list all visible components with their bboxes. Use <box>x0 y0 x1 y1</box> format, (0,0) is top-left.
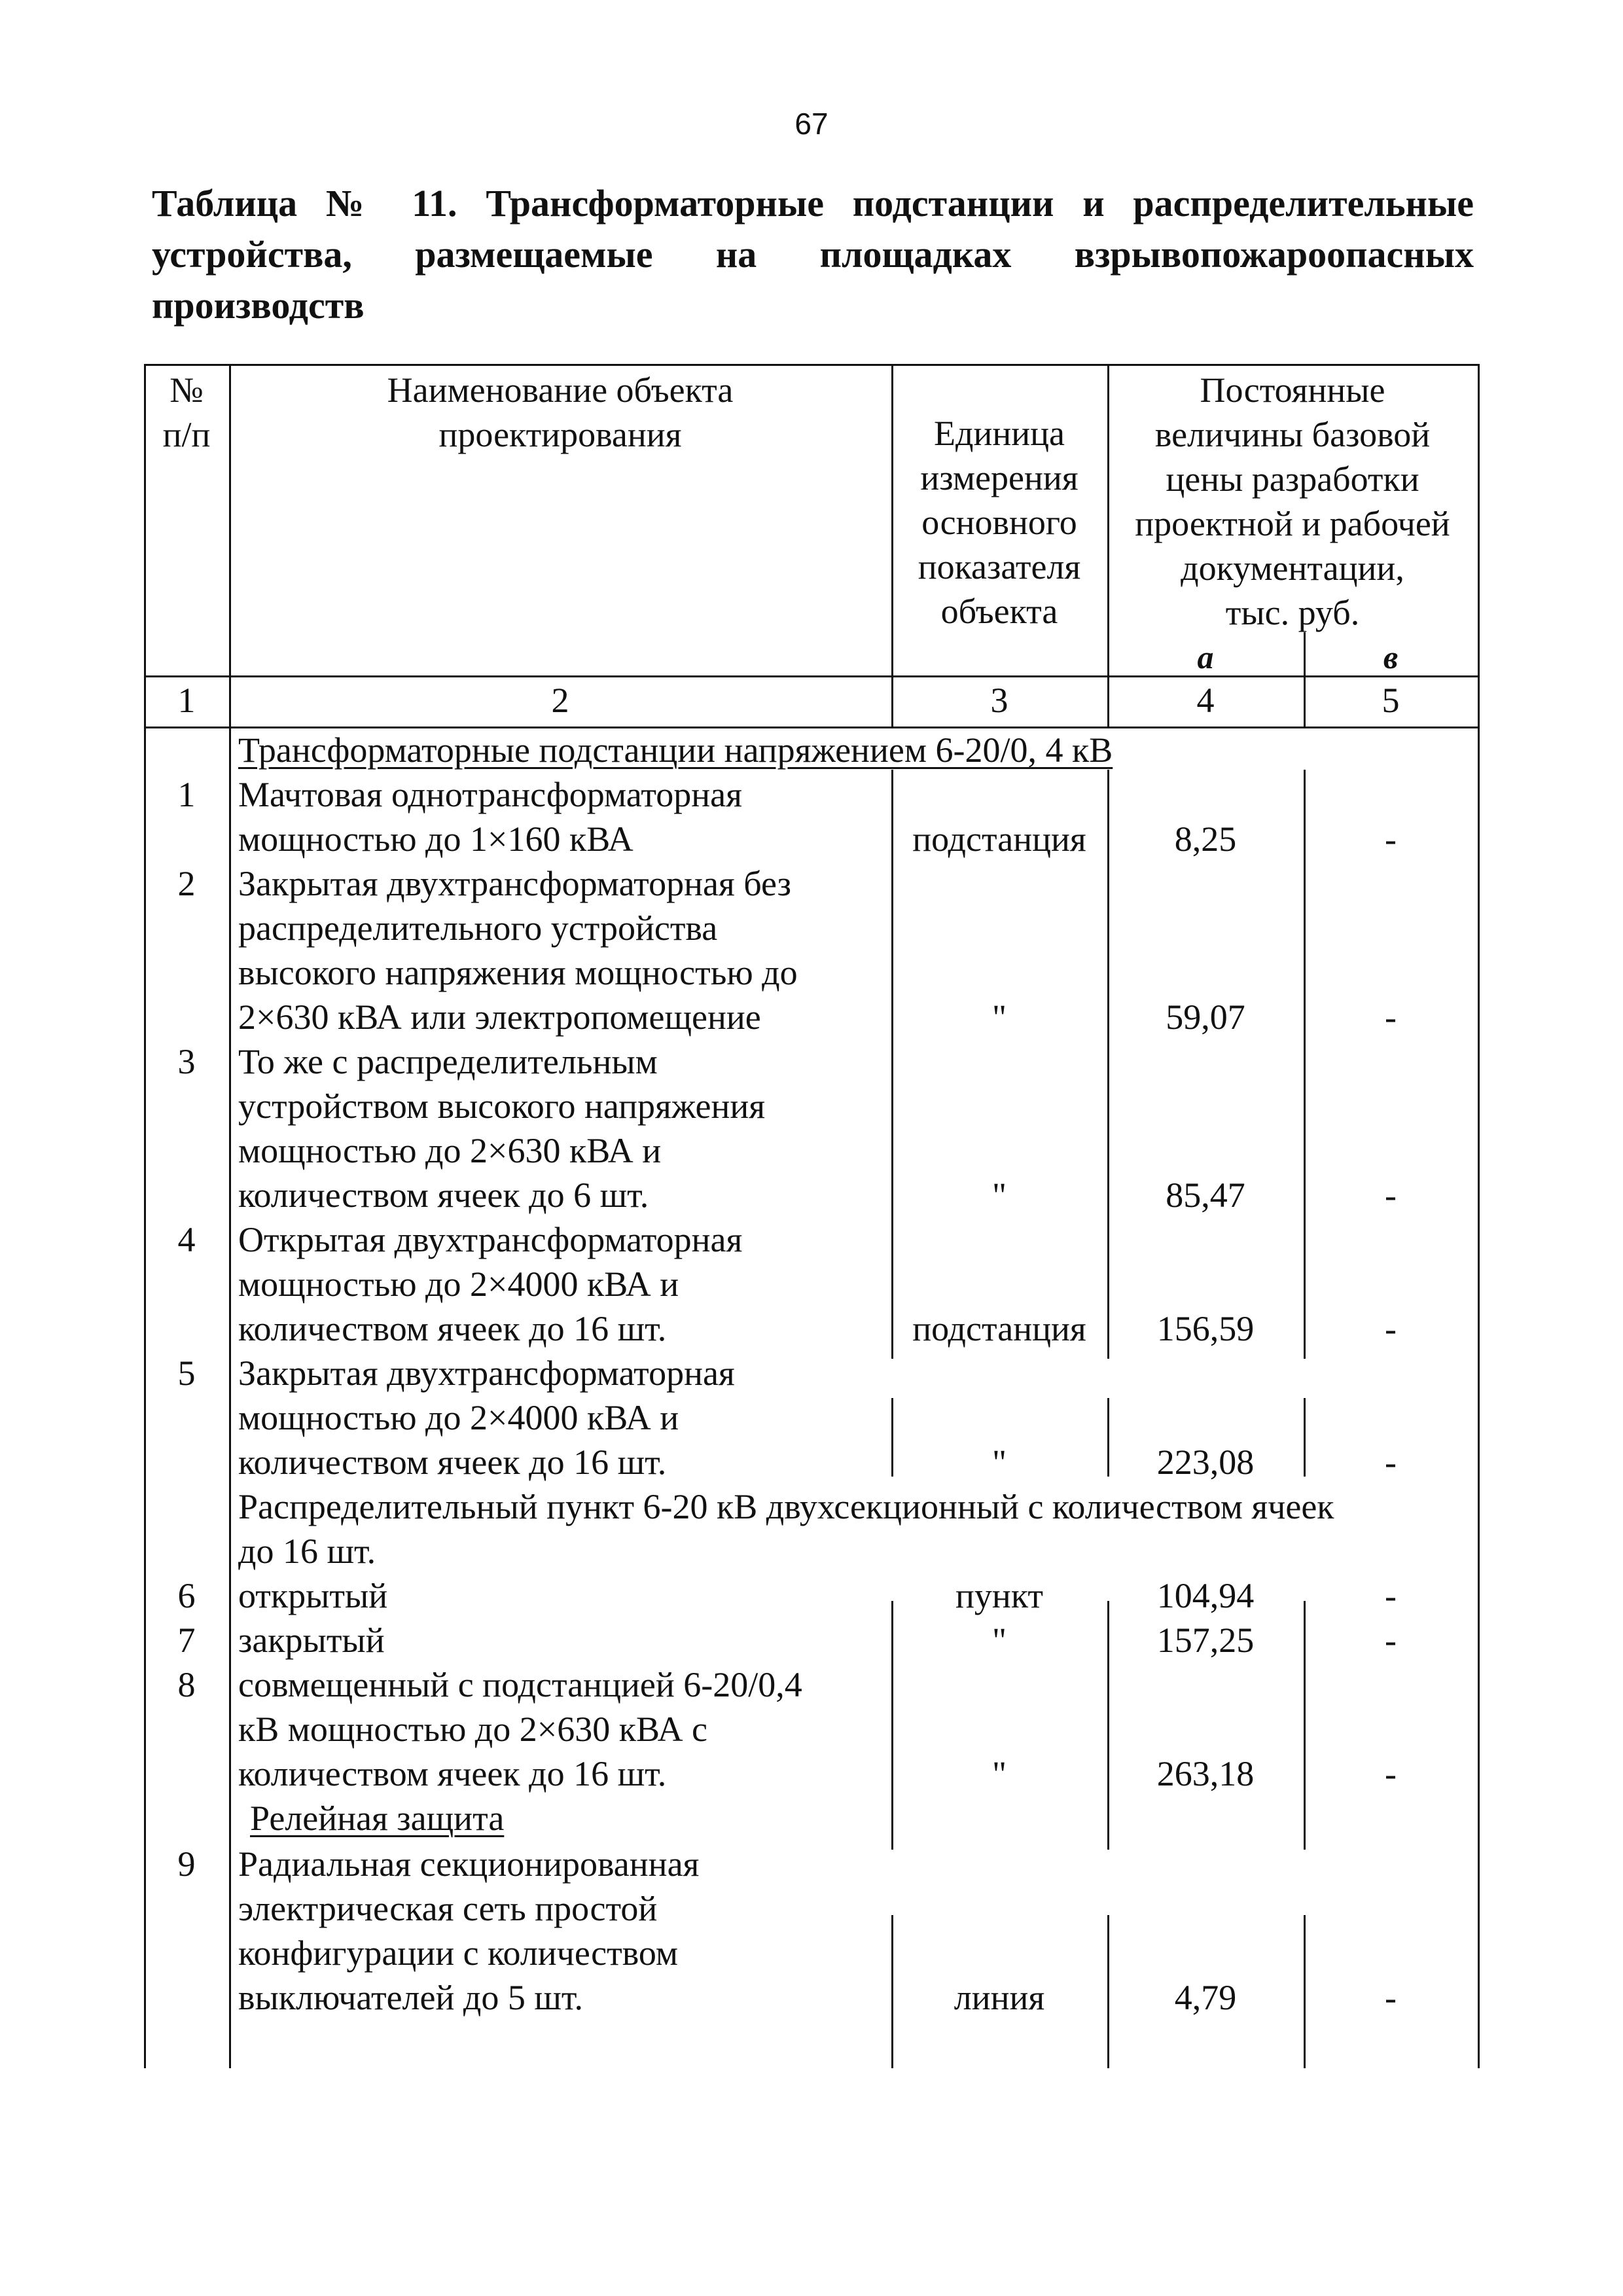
header-text: измерения <box>920 458 1079 497</box>
row-unit: " <box>991 1443 1007 1482</box>
row-value-a: 263,18 <box>1156 1754 1255 1793</box>
header-text: объекта <box>940 592 1058 631</box>
title-line: производств <box>152 284 365 327</box>
row-unit: подстанция <box>912 819 1086 859</box>
col-number-4: 4 <box>1196 681 1215 720</box>
row-value-b: - <box>1385 819 1397 859</box>
row-name <box>238 861 886 1039</box>
row-number: 5 <box>177 1354 196 1393</box>
header-unit <box>891 411 1107 634</box>
row-name-line: выключателей до 5 шт. <box>238 1978 583 2017</box>
section-heading <box>238 1484 1475 1573</box>
header-sub-a: а <box>1197 639 1214 675</box>
col-number-2: 2 <box>551 681 569 720</box>
header-text: Постоянные <box>1200 370 1385 410</box>
row-value-a: 4,79 <box>1174 1978 1237 2017</box>
row-name-line: мощностью до 2×630 кВА и <box>238 1131 662 1170</box>
col1-divider <box>229 364 231 2068</box>
header-text: № <box>169 370 204 410</box>
row-number: 2 <box>177 864 196 903</box>
row-number: 8 <box>177 1665 196 1704</box>
row-value-b: - <box>1385 1576 1397 1615</box>
body-divider <box>1304 1398 1306 1477</box>
table-top-border <box>144 364 1479 366</box>
row-name-line: мощностью до 1×160 кВА <box>238 819 633 859</box>
row-value-b: - <box>1385 1621 1397 1660</box>
left-border <box>144 364 146 2068</box>
header-sub-b: в <box>1383 639 1399 675</box>
section-heading-text: Распределительный пункт 6-20 кВ двухсекционный с количеством ячеек <box>238 1487 1334 1526</box>
section-heading-text: Релейная защита <box>250 1799 505 1838</box>
row-name <box>238 772 886 861</box>
row-value-b: - <box>1385 1175 1397 1215</box>
header-price <box>1107 368 1478 635</box>
table-title <box>152 178 1474 331</box>
header-text: проектирования <box>438 415 682 454</box>
row-value-a: 104,94 <box>1156 1576 1255 1615</box>
row-unit: " <box>991 1175 1007 1215</box>
row-name-line: Мачтовая однотрансформаторная <box>238 775 742 814</box>
row-name <box>238 1662 886 1796</box>
page-number: 67 <box>794 107 829 141</box>
col-number-3: 3 <box>990 681 1008 720</box>
row-number: 7 <box>177 1621 196 1660</box>
row-unit: линия <box>954 1978 1045 2017</box>
row-name <box>238 1573 886 1618</box>
col-number-1: 1 <box>177 681 196 720</box>
row-unit: подстанция <box>912 1309 1086 1348</box>
row-name-line: закрытый <box>238 1621 385 1660</box>
row-value-a: 8,25 <box>1174 819 1237 859</box>
section-heading-text: Трансформаторные подстанции напряжением 6-20/0, 4 кВ <box>238 730 1113 770</box>
row-value-b: - <box>1385 1443 1397 1482</box>
header-text: величины базовой <box>1154 415 1431 454</box>
row-name-line: Открытая двухтрансформаторная <box>238 1220 743 1259</box>
row-name-line: устройством высокого напряжения <box>238 1086 766 1126</box>
row-name-line: распределительного устройства <box>238 908 718 948</box>
row-name-line: количеством ячеек до 16 шт. <box>238 1309 667 1348</box>
row-number: 4 <box>177 1220 196 1259</box>
row-unit: пункт <box>955 1576 1043 1615</box>
row-name-line: кВ мощностью до 2×630 кВА с <box>238 1710 708 1749</box>
row-name <box>238 1039 886 1217</box>
row-name <box>238 1351 886 1484</box>
header-text: проектной и рабочей <box>1135 504 1450 543</box>
row-name-line: количеством ячеек до 16 шт. <box>238 1754 667 1793</box>
header-text: Единица <box>933 414 1065 453</box>
row-unit: " <box>991 1754 1007 1793</box>
row-name-line: конфигурации с количеством <box>238 1933 678 1973</box>
body-divider <box>1107 1398 1109 1477</box>
title-line: устройства, размещаемые на площадках взрывопожароопасных <box>152 233 1474 276</box>
row-value-a: 85,47 <box>1166 1175 1245 1215</box>
header-text: п/п <box>162 415 211 454</box>
row-name <box>238 1618 886 1662</box>
title-line: Таблица № 11. Трансформаторные подстанции и распределительные <box>152 182 1474 224</box>
row-name-line: Закрытая двухтрансформаторная <box>238 1354 735 1393</box>
col-number-5: 5 <box>1382 681 1400 720</box>
row-name-line: мощностью до 2×4000 кВА и <box>238 1398 679 1437</box>
row-name-line: 2×630 кВА или электропомещение <box>238 997 761 1037</box>
row-number: 1 <box>177 775 196 814</box>
row-name-line: Закрытая двухтрансформаторная без <box>238 864 791 903</box>
row-name-line: То же с распределительным <box>238 1042 658 1081</box>
row-name-line: высокого напряжения мощностью до <box>238 953 798 992</box>
header-text: цены разработки <box>1166 459 1419 499</box>
header-text: показателя <box>918 547 1081 586</box>
row-name <box>238 1217 886 1351</box>
row-value-b: - <box>1385 997 1397 1037</box>
row-number: 9 <box>177 1844 196 1884</box>
row-value-a: 156,59 <box>1156 1309 1255 1348</box>
row-name-line: открытый <box>238 1576 388 1615</box>
row-name-line: мощностью до 2×4000 кВА и <box>238 1265 679 1304</box>
row-value-a: 59,07 <box>1166 997 1245 1037</box>
right-border <box>1478 364 1480 2068</box>
header-text: Наименование объекта <box>387 370 734 410</box>
section-heading-text: до 16 шт. <box>238 1532 376 1571</box>
row-number: 6 <box>177 1576 196 1615</box>
row-name-line: количеством ячеек до 6 шт. <box>238 1175 649 1215</box>
row-value-b: - <box>1385 1309 1397 1348</box>
row-value-a: 223,08 <box>1156 1443 1255 1482</box>
row-name-line: совмещенный с подстанцией 6-20/0,4 <box>238 1665 802 1704</box>
row-name-line: количеством ячеек до 16 шт. <box>238 1443 667 1482</box>
row-value-a: 157,25 <box>1156 1621 1255 1660</box>
section-heading <box>238 728 1455 772</box>
header-name <box>229 368 891 457</box>
row-number: 3 <box>177 1042 196 1081</box>
header-text: документации, <box>1181 548 1404 588</box>
row-value-b: - <box>1385 1754 1397 1793</box>
row-name-line: электрическая сеть простой <box>238 1889 658 1928</box>
header-text: тыс. руб. <box>1225 593 1360 632</box>
row-name <box>238 1842 886 2020</box>
header-text: основного <box>921 503 1077 542</box>
row-value-b: - <box>1385 1978 1397 2017</box>
body-divider <box>891 1398 893 1477</box>
header-number <box>144 368 229 457</box>
section-heading <box>250 1796 904 1840</box>
row-unit: " <box>991 1621 1007 1660</box>
row-unit: " <box>991 997 1007 1037</box>
row-name-line: Радиальная секционированная <box>238 1844 700 1884</box>
